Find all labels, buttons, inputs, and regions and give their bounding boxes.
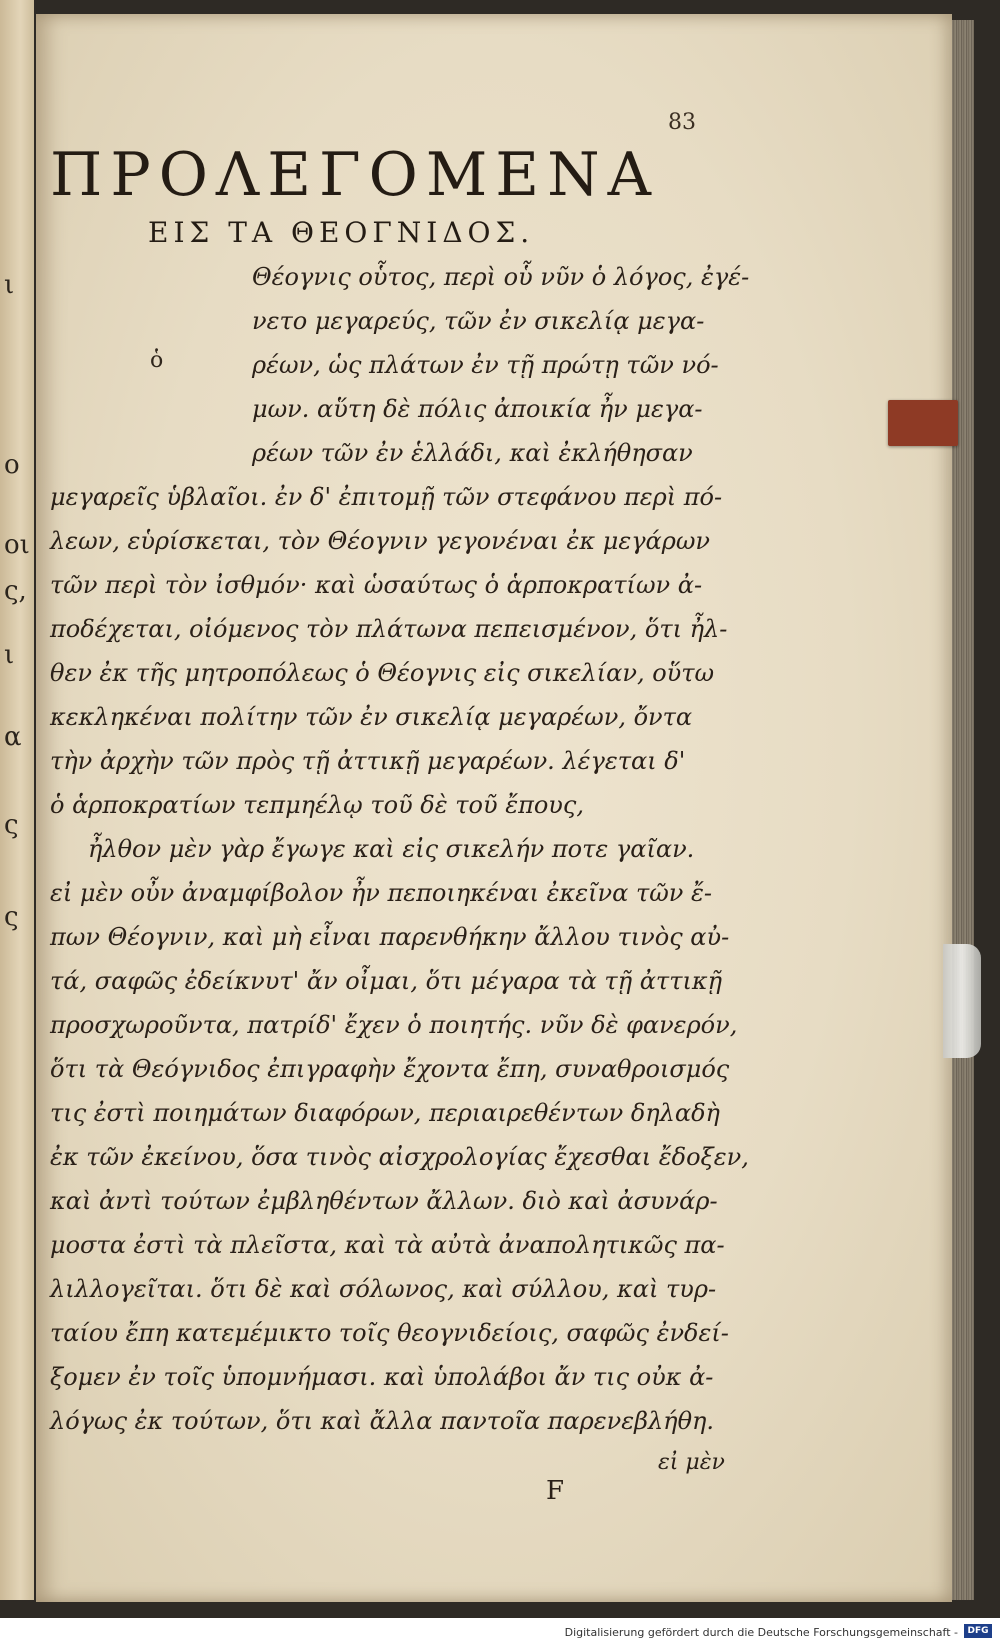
dfg-logo: DFG bbox=[964, 1624, 992, 1638]
left-fragment: ς bbox=[4, 902, 19, 932]
text-line: ξομεν ἐν τοῖς ὑπομνήμασι. καὶ ὑπολάβοι ἄν τις οὐκ ἀ- bbox=[50, 1363, 714, 1391]
text-line: ἐκ τῶν ἐκείνου, ὅσα τινὸς αἰσχρολογίας ἔχεσθαι ἔδοξεν, bbox=[50, 1143, 749, 1171]
text-line: κεκληκέναι πολίτην τῶν ἐν σικελίᾳ μεγαρέων, ὄντα bbox=[50, 703, 693, 731]
left-fragment: α bbox=[4, 722, 22, 752]
text-line: μεγαρεῖς ὑβλαῖοι. ἐν δ' ἐπιτομῇ τῶν στεφάνου περὶ πό- bbox=[50, 483, 723, 511]
left-fragment: ς, bbox=[4, 576, 27, 606]
page-title: ΠΡΟΛΕΓΟΜΕΝΑ bbox=[50, 140, 659, 210]
footer-credit: Digitalisierung gefördert durch die Deutsche Forschungsgemeinschaft - bbox=[564, 1626, 958, 1639]
text-line: Θέογνις οὗτος, περὶ οὗ νῦν ὁ λόγος, ἐγέ- bbox=[252, 263, 750, 291]
text-line: θεν ἐκ τῆς μητροπόλεως ὁ Θέογνις εἰς σικελίαν, οὕτω bbox=[50, 659, 715, 687]
text-line: προσχωροῦντα, πατρίδ' ἔχεν ὁ ποιητής. νῦν δὲ φανερόν, bbox=[50, 1011, 738, 1039]
text-line: εἰ μὲν οὖν ἀναμφίβολον ἦν πεποιηκέναι ἐκεῖνα τῶν ἔ- bbox=[50, 879, 712, 907]
left-fragment: ι bbox=[4, 640, 15, 670]
text-line: ποδέχεται, οἰόμενος τὸν πλάτωνα πεπεισμένον, ὅτι ἦλ- bbox=[50, 615, 728, 643]
text-line: πων Θέογνιν, καὶ μὴ εἶναι παρενθήκην ἄλλου τινὸς αὐ- bbox=[50, 923, 730, 951]
left-fragment: ι bbox=[4, 270, 15, 300]
page-stack-edge bbox=[952, 20, 974, 1600]
left-fragment: οι bbox=[4, 530, 30, 560]
catchword: εἰ μὲν bbox=[658, 1450, 725, 1475]
bookmark-ribbon bbox=[888, 400, 958, 446]
text-line: καὶ ἀντὶ τούτων ἐμβληθέντων ἄλλων. διὸ καὶ ἀσυνάρ- bbox=[50, 1187, 718, 1215]
text-line: ὅτι τὰ Θεόγνιδος ἐπιγραφὴν ἔχοντα ἔπη, συναθροισμός bbox=[50, 1055, 730, 1083]
text-line: τις ἐστὶ ποιημάτων διαφόρων, περιαιρεθέντων δηλαδὴ bbox=[50, 1099, 720, 1127]
text-line: μοστα ἐστὶ τὰ πλεῖστα, καὶ τὰ αὐτὰ ἀναπολητικῶς πα- bbox=[50, 1231, 725, 1259]
page-clip bbox=[943, 944, 981, 1058]
text-line: τῶν περὶ τὸν ἰσθμόν· καὶ ὡσαύτως ὁ ἁρποκρατίων ἀ- bbox=[50, 571, 703, 599]
left-fragment: ο bbox=[4, 450, 20, 480]
text-line: τά, σαφῶς ἐδείκνυτ' ἄν οἶμαι, ὅτι μέγαρα τὰ τῇ ἀττικῇ bbox=[50, 967, 722, 995]
facing-page-edge bbox=[0, 0, 34, 1600]
margin-note: ὁ bbox=[150, 348, 164, 373]
text-line: ὁ ἁρποκρατίων τεπμηέλῳ τοῦ δὲ τοῦ ἔπους, bbox=[50, 791, 584, 819]
text-line: λιλλογεῖται. ὅτι δὲ καὶ σόλωνος, καὶ σύλλου, καὶ τυρ- bbox=[50, 1275, 717, 1303]
text-line: λόγως ἐκ τούτων, ὅτι καὶ ἄλλα παντοῖα παρενεβλήθη. bbox=[50, 1407, 715, 1435]
left-fragment: ς bbox=[4, 810, 19, 840]
text-line: ἦλθον μὲν γὰρ ἔγωγε καὶ εἰς σικελήν ποτε γαῖαν. bbox=[88, 835, 695, 863]
text-line: ταίου ἔπη κατεμέμικτο τοῖς θεογνιδείοις, σαφῶς ἐνδεί- bbox=[50, 1319, 729, 1347]
page-number: 83 bbox=[668, 110, 696, 135]
text-line: νετο μεγαρεύς, τῶν ἐν σικελίᾳ μεγα- bbox=[252, 307, 705, 335]
text-line: ρέων, ὡς πλάτων ἐν τῇ πρώτῃ τῶν νό- bbox=[252, 351, 719, 379]
text-line: ρέων τῶν ἐν ἑλλάδι, καὶ ἐκλήθησαν bbox=[252, 439, 693, 467]
text-line: μων. αὕτη δὲ πόλις ἀποικία ἦν μεγα- bbox=[252, 395, 703, 423]
page-subtitle: ΕΙΣ ΤΑ ΘΕΟΓΝΙΔΟΣ. bbox=[148, 216, 535, 249]
text-line: λεων, εὑρίσκεται, τὸν Θέογνιν γεγονέναι ἐκ μεγάρων bbox=[50, 527, 711, 555]
signature-mark: F bbox=[546, 1476, 565, 1506]
text-line: τὴν ἀρχὴν τῶν πρὸς τῇ ἀττικῇ μεγαρέων. λέγεται δ' bbox=[50, 747, 686, 775]
